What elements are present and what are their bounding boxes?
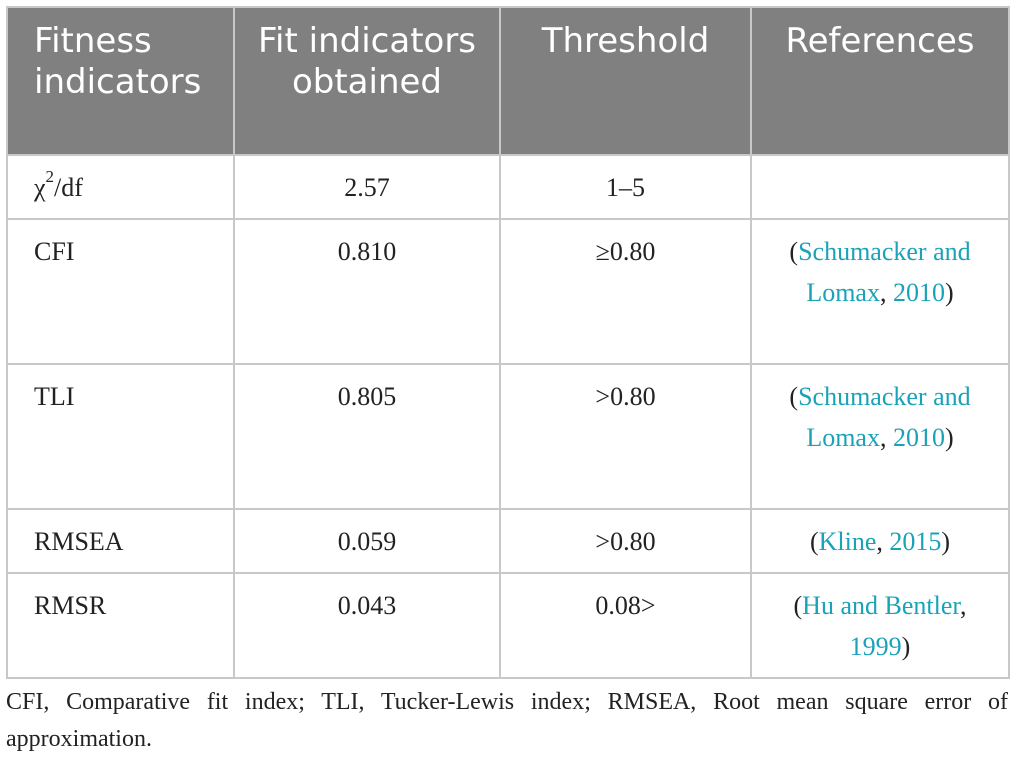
reference-open-paren: ( <box>793 591 803 620</box>
reference-author-link[interactable]: Kline <box>818 527 877 556</box>
reference-close-paren: ) <box>901 632 911 661</box>
table-row <box>7 573 1009 678</box>
indicator-name: χ <box>34 173 46 202</box>
reference-close-paren: ) <box>944 278 954 307</box>
table-row <box>7 155 1009 219</box>
table-header-row <box>7 7 1009 155</box>
fit-indices-table-container <box>6 6 1008 679</box>
obtained-value: 0.805 <box>234 364 500 509</box>
reference-separator: , <box>879 278 893 307</box>
reference-cell <box>751 364 1009 509</box>
reference-cell <box>751 509 1009 573</box>
header-fit-indicators-obtained: Fit indicators obtained <box>234 7 500 155</box>
header-threshold: Threshold <box>500 7 751 155</box>
reference-year-link[interactable]: 2010 <box>892 278 945 307</box>
table-row <box>7 364 1009 509</box>
table-row <box>7 219 1009 364</box>
indicator-name: CFI <box>34 237 75 266</box>
reference-author-link[interactable]: Hu and Bentler <box>802 591 960 620</box>
table-row <box>7 509 1009 573</box>
reference-year-link[interactable]: 2015 <box>889 527 942 556</box>
obtained-value: 0.059 <box>234 509 500 573</box>
indicator-name: TLI <box>34 382 75 411</box>
reference-year-link[interactable]: 2010 <box>892 423 945 452</box>
reference-open-paren: ( <box>789 382 799 411</box>
indicator-cell <box>7 509 234 573</box>
indicator-name: RMSEA <box>34 527 124 556</box>
obtained-value: 2.57 <box>234 155 500 219</box>
threshold-value: >0.80 <box>500 364 751 509</box>
reference-separator: , <box>876 527 890 556</box>
reference-open-paren: ( <box>789 237 799 266</box>
reference-close-paren: ) <box>941 527 951 556</box>
threshold-value: 1–5 <box>500 155 751 219</box>
indicator-cell <box>7 155 234 219</box>
header-fitness-indicators: Fitness indicators <box>7 7 234 155</box>
threshold-value: >0.80 <box>500 509 751 573</box>
indicator-cell <box>7 364 234 509</box>
reference-cell <box>751 219 1009 364</box>
threshold-value: ≥0.80 <box>500 219 751 364</box>
obtained-value: 0.810 <box>234 219 500 364</box>
reference-separator: , <box>879 423 893 452</box>
indicator-cell <box>7 573 234 678</box>
indicator-superscript: 2 <box>45 167 55 187</box>
table-footnote: CFI, Comparative fit index; TLI, Tucker-Lewis index; RMSEA, Root mean square error of approximation. <box>6 689 1008 752</box>
reference-separator: , <box>959 591 967 620</box>
indicator-name: RMSR <box>34 591 107 620</box>
reference-close-paren: ) <box>944 423 954 452</box>
threshold-value: 0.08> <box>500 573 751 678</box>
reference-open-paren: ( <box>809 527 819 556</box>
reference-cell <box>751 155 1009 219</box>
fit-indices-table <box>6 6 1010 679</box>
reference-year-link[interactable]: 1999 <box>849 632 902 661</box>
reference-author-link[interactable]: Schumacker and Lomax <box>798 382 971 452</box>
obtained-value: 0.043 <box>234 573 500 678</box>
reference-cell <box>751 573 1009 678</box>
indicator-suffix: /df <box>54 173 83 202</box>
reference-author-link[interactable]: Schumacker and Lomax <box>798 237 971 307</box>
indicator-cell <box>7 219 234 364</box>
header-references: References <box>751 7 1009 155</box>
